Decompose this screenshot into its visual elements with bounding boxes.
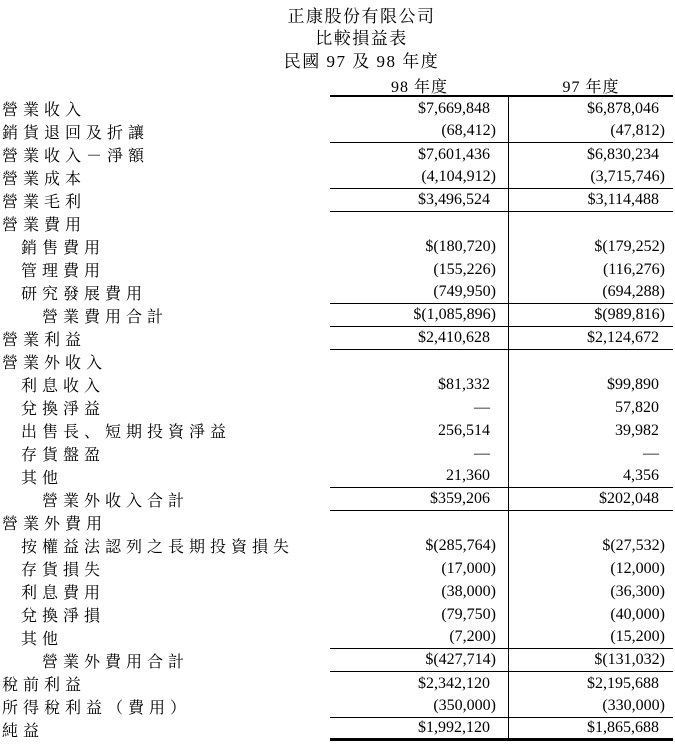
value-98: (7,200) [330,626,509,649]
comparative-income-table [0,75,675,741]
row-label: 兌換淨損 [21,608,106,626]
row-selling-expenses [0,235,675,258]
header-spacer [0,75,330,97]
value-97: (12,000) [610,559,665,577]
row-label: 管理費用 [21,263,106,281]
value-98 [330,511,509,534]
value-98: — [330,396,509,419]
row-non-operating-income-header [0,350,675,373]
row-operating-revenue [0,97,675,120]
value-98: $2,410,628 [330,327,509,350]
row-label: 營業費用 [2,217,87,235]
value-98: 256,514 [330,419,509,442]
value-97: (40,000) [610,605,665,623]
value-97: $3,114,488 [509,189,673,212]
row-exchange-loss [0,603,675,626]
value-97: $1,865,688 [509,718,673,741]
value-98: (17,000) [330,557,509,580]
document-header [48,0,675,73]
value-97: $(179,252) [594,237,665,255]
row-label: 利息收入 [21,378,106,396]
row-label: 利息費用 [21,585,106,603]
table-header-row [0,75,675,97]
value-98: $3,496,524 [330,189,509,212]
value-98: (749,950) [330,281,509,304]
row-inventory-loss [0,557,675,580]
row-label: 研究發展費用 [21,286,148,304]
value-98: $7,669,848 [330,97,509,120]
value-97: 57,820 [615,398,659,416]
row-non-operating-expenses-header [0,511,675,534]
row-label: 營業外費用合計 [42,654,190,672]
row-label: 營業外費用 [2,516,108,534]
value-98 [330,350,509,373]
row-label: 其他 [21,470,64,488]
row-interest-expense [0,580,675,603]
value-97: 39,982 [615,421,659,439]
value-97: (15,200) [509,626,673,649]
row-label: 所得稅利益（費用） [2,700,192,718]
row-other-expenses [0,626,675,649]
row-pretax-income [0,672,675,695]
row-label: 其他 [21,631,64,649]
row-operating-expenses-header [0,212,675,235]
value-97: (116,276) [602,260,665,278]
company-name: 正康股份有限公司 [287,7,436,26]
row-gross-profit [0,189,675,212]
row-gain-on-sale-of-investments [0,419,675,442]
row-label: 兌換淨益 [21,401,106,419]
row-rd-expenses [0,281,675,304]
row-other-income [0,465,675,488]
statement-title: 比較損益表 [315,29,408,49]
value-98: (68,412) [330,120,509,143]
row-label: 營業收入－淨額 [2,148,150,166]
value-98: $2,342,120 [330,672,509,695]
row-label: 存貨損失 [21,562,106,580]
value-98: 21,360 [330,465,509,488]
value-98: $(427,714) [330,649,509,672]
row-label: 出售長、短期投資淨益 [21,424,232,442]
value-97: (36,300) [610,582,665,600]
row-label: 按權益法認列之長期投資損失 [21,539,295,557]
row-total-non-operating-expenses [0,649,675,672]
row-equity-method-investment-loss [0,534,675,557]
value-97 [509,511,673,534]
value-97: $2,124,672 [509,327,673,350]
value-97 [509,350,673,373]
value-97: — [643,444,659,462]
value-97: 4,356 [509,465,673,488]
row-operating-income [0,327,675,350]
row-label: 營業收入 [2,102,87,120]
row-label: 稅前利益 [2,677,87,695]
row-label: 營業毛利 [2,194,87,212]
row-label: 銷貨退回及折讓 [2,125,150,143]
row-total-operating-expenses [0,304,675,327]
value-97: $(989,816) [509,304,673,327]
value-97: $99,890 [607,375,659,393]
value-98: $(180,720) [330,235,509,258]
value-98: (79,750) [330,603,509,626]
value-98: $(285,764) [330,534,509,557]
row-label: 存貨盤盈 [21,447,106,465]
value-98: (155,226) [330,258,509,281]
row-label: 銷售費用 [21,240,106,258]
value-98: $(1,085,896) [330,304,509,327]
period-line: 民國 97 及 98 年度 [283,51,440,71]
value-98: (350,000) [330,695,509,718]
row-label: 營業外收入 [2,355,108,373]
row-label: 營業外收入合計 [42,493,190,511]
column-header-98: 98 年度 [330,75,509,97]
value-97: $6,830,234 [587,145,659,163]
value-97: (694,288) [509,281,673,304]
column-header-97: 97 年度 [509,75,673,97]
row-inventory-surplus [0,442,675,465]
row-operating-costs [0,166,675,189]
value-97: (330,000) [509,695,673,718]
row-label: 營業利益 [2,332,87,350]
value-98: $7,601,436 [330,143,509,166]
value-97: $(27,532) [602,536,665,554]
row-total-non-operating-income [0,488,675,511]
value-97: $2,195,688 [587,674,659,692]
value-98: $359,206 [330,488,509,511]
row-label: 營業成本 [2,171,87,189]
value-97: $202,048 [509,488,673,511]
value-97: $(131,032) [509,649,673,672]
row-interest-income [0,373,675,396]
value-97: $6,878,046 [587,99,659,117]
value-98: $1,992,120 [330,718,509,741]
row-label: 營業費用合計 [42,309,169,327]
row-sales-returns-allowances [0,120,675,143]
value-98: (4,104,912) [330,166,509,189]
row-net-operating-revenue [0,143,675,166]
row-exchange-gain [0,396,675,419]
row-net-income [0,718,675,741]
value-98 [330,212,509,235]
value-97: (47,812) [509,120,673,143]
value-98: — [330,442,509,465]
value-97 [509,212,673,235]
value-98: (38,000) [330,580,509,603]
value-98: $81,332 [330,373,509,396]
row-label: 純益 [2,723,45,741]
value-97: (3,715,746) [509,166,673,189]
row-income-tax [0,695,675,718]
row-administrative-expenses [0,258,675,281]
